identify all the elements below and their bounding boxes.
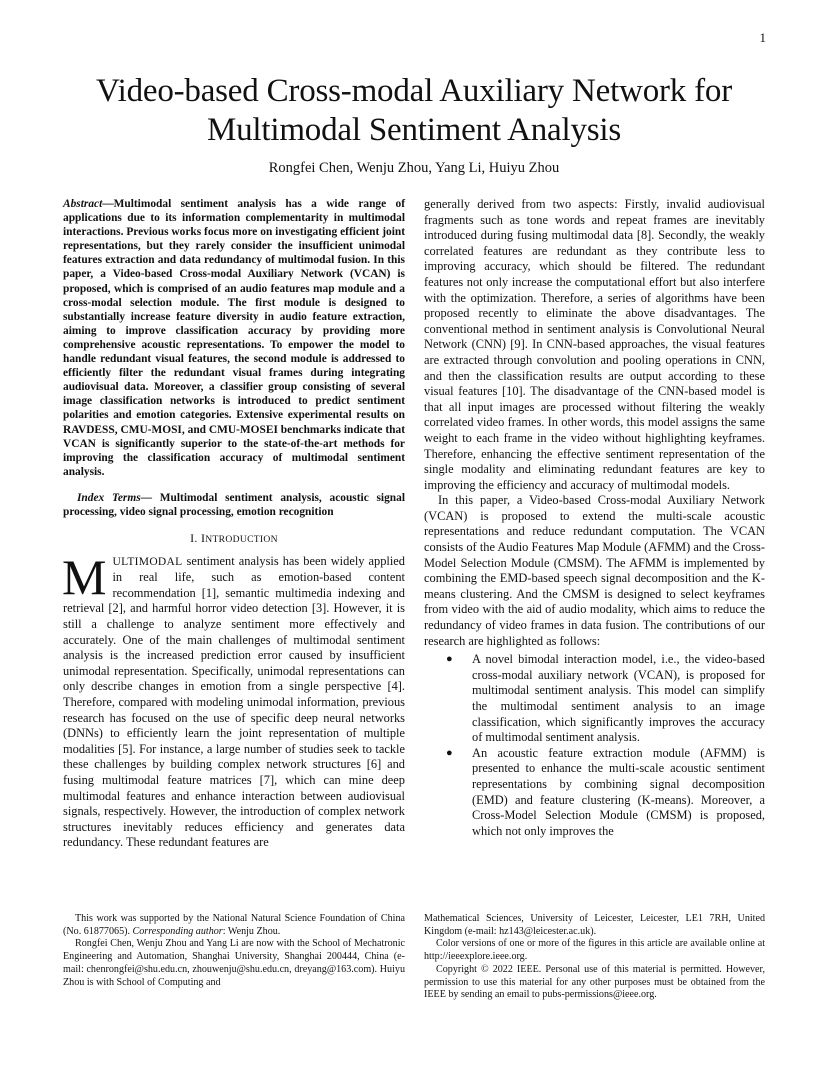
right-paragraph-2: In this paper, a Video-based Cross-modal Auxiliary Network (VCAN) is proposed to extend the multi-scale acoustic representations and reduce redundant computation. The VCAN consists of the Audio Features Map Module (AFMM) and the Cross-Model Selection Module (CMSM). The AFMM is implemented by combining the EMD-based speech signal decomposition and the K-means clustering. And the CMSM is designed to select keyframes from video with the aid of audio modality, which aims to reduce the redundancy of video frames in data fusion. The contributions of our research are highlighted as follows: — [424, 493, 765, 648]
section-first-letter: I — [201, 531, 206, 546]
intro-text: sentiment analysis has been widely applied in real life, such as emotion-based content recommendation [1], semantic multimedia indexing and retrieval [2], and harmful horror video detection [3]. However, it is still a challenge to analyze sentiment more effectively and accurately. One of the main challenges of multimodal sentiment analysis is the increased prediction error caused by insufficient unimodal representation. Specifically, unimodal representations can only describe changes in emotion from a single perspective [4]. Therefore, compared with modeling unimodal information, previous research has focused on the use of specific deep neural networks (DNNs) to efficiently learn the joint representation of multiple modalities [5]. For instance, a large number of studies seek to tackle these challenges by building complex network structures [6] and fusing multimodal feature matrices [7], which can mine deep multimodal features and enhance interaction between audiovisual signals, respectively. However, the introduction of complex network structures inevitably reduces efficiency and generates data redundancy. These redundant features are — [63, 553, 405, 850]
list-item — [446, 652, 765, 746]
section-number: I. — [190, 531, 201, 546]
section-heading-introduction — [63, 531, 405, 548]
index-terms-lead: Index Terms — [77, 491, 141, 504]
footnote-corresponding-name: : Wenju Zhou. — [222, 925, 281, 937]
abstract-dash: — — [102, 198, 114, 210]
drop-cap: M — [62, 548, 107, 605]
footnote-copyright: Copyright © 2022 IEEE. Personal use of this material is permitted. However, permission to use this material for any other purposes must be obtained from the IEEE by sending an email to pubs-permissions@ieee.org. — [424, 963, 765, 1001]
index-terms-dash: — — [140, 491, 153, 504]
bullet-icon: ● — [446, 653, 453, 666]
footnote-left — [63, 913, 405, 989]
left-column — [63, 197, 405, 851]
footnote-corresponding-label: Corresponding author — [132, 925, 223, 937]
intro-first-word: ULTIMODAL — [112, 555, 183, 568]
bullet-icon: ● — [446, 746, 453, 759]
footnote-funding — [63, 913, 405, 938]
paper-title: Video-based Cross-modal Auxiliary Network for Multimodal Sentiment Analysis — [95, 73, 733, 148]
footnote-funding-text: This work was supported by the National Natural Science Foundation of China (No. 61877065). — [63, 913, 405, 937]
list-item-text: A novel bimodal interaction model, i.e., the video-based cross-modal auxiliary network (VCAN), is proposed for multimodal sentiment analysis. This model can simplify the multimodal sentiment analysis to an image classification, which significantly improves the accuracy of multimodal sentiment analysis. — [472, 652, 765, 745]
right-paragraph-1: generally derived from two aspects: Firstly, invalid audiovisual fragments such as tone words and repeat frames are inevitably introduced during fusing multimodal data [8]. Secondly, the weakly correlated features are redundant as they contribute less to improving accuracy, which should be filtered. The redundant features not only increase the computational effort but also interfere with the optimization. Therefore, a series of algorithms have been proposed recently to eliminate the above disadvantages. The conventional method in sentiment analysis is Convolutional Neural Network (CNN) [9]. In CNN-based approaches, the visual features are extracted through convolution and pooling operations in CNN, and then the classification results are output according to these visual features [10]. The disadvantage of the CNN-based model is that all input images are processed without filtering the weakly correlated video frames. In other words, this model assigns the same weight to each frame in the video without highlighting keyframes. Therefore, enhancing the effective sentiment representation of the single modality and eliminating redundant features are key to improving the efficiency and accuracy of multimodal models. — [424, 197, 765, 492]
list-item-text: An acoustic feature extraction module (AFMM) is presented to enhance the multi-scale acoustic sentiment representations by combining signal decomposition (EMD) and feature clustering (K-means). Moreover, a Cross-Model Selection Module (CMSM) is proposed, which not only improves the — [472, 745, 765, 838]
index-terms-text: Multimodal sentiment analysis, acoustic signal processing, video signal processing, emotion recognition — [63, 491, 405, 518]
footnote-color-versions: Color versions of one or more of the figures in this article are available online at http://ieeexplore.ieee.org. — [424, 938, 765, 963]
page-number: 1 — [759, 30, 766, 45]
index-terms — [63, 491, 405, 519]
abstract-lead: Abstract — [63, 198, 103, 210]
abstract — [63, 197, 405, 479]
abstract-text: Multimodal sentiment analysis has a wide range of applications due to its information complementarity in multimodal interactions. Previous works focus more on investigating efficient joint representations, but they rarely consider the insufficient unimodal features extraction and data redundancy of multimodal fusion. In this paper, a Video-based Cross-modal Auxiliary Network (VCAN) is proposed, which is comprised of an audio features map module and a cross-modal selection module. The first module is designed to substantially increase feature diversity in audio feature extraction, aiming to improve classification accuracy by providing more comprehensive acoustic representations. To empower the model to handle redundant visual features, the second module is addressed to efficiently filter the redundant visual frames during integrating audiovisual data. Moreover, a classifier group consisting of several image classification networks is introduced to predict sentiment polarities and emotion categories. Extensive experimental results on RAVDESS, CMU-MOSI, and CMU-MOSEI benchmarks indicate that VCAN is significantly superior to the state-of-the-art methods for improving the classification accuracy of multimodal sentiment analysis. — [63, 198, 405, 478]
author-list: Rongfei Chen, Wenju Zhou, Yang Li, Huiyu Zhou — [268, 160, 560, 176]
contribution-list — [424, 652, 765, 839]
footnote-affiliation-cont: Mathematical Sciences, University of Leicester, Leicester, LE1 7RH, United Kingdom (e-mail: hz143@leicester.ac.uk). — [424, 913, 765, 937]
section-rest-caps: NTRODUCTION — [205, 534, 278, 546]
footnote-affiliation: Rongfei Chen, Wenju Zhou and Yang Li are now with the School of Mechatronic Engineering and Automation, Shanghai University, Shanghai 200444, China (e-mail: chenrongfei@shu.edu.cn, zhouwenju@shu.edu.cn, dreyang@163.com). Huiyu Zhou is with School of Computing and — [63, 938, 405, 988]
footnote-right — [424, 913, 765, 1002]
right-column — [424, 197, 765, 839]
intro-paragraph — [62, 548, 405, 851]
list-item — [446, 745, 765, 840]
